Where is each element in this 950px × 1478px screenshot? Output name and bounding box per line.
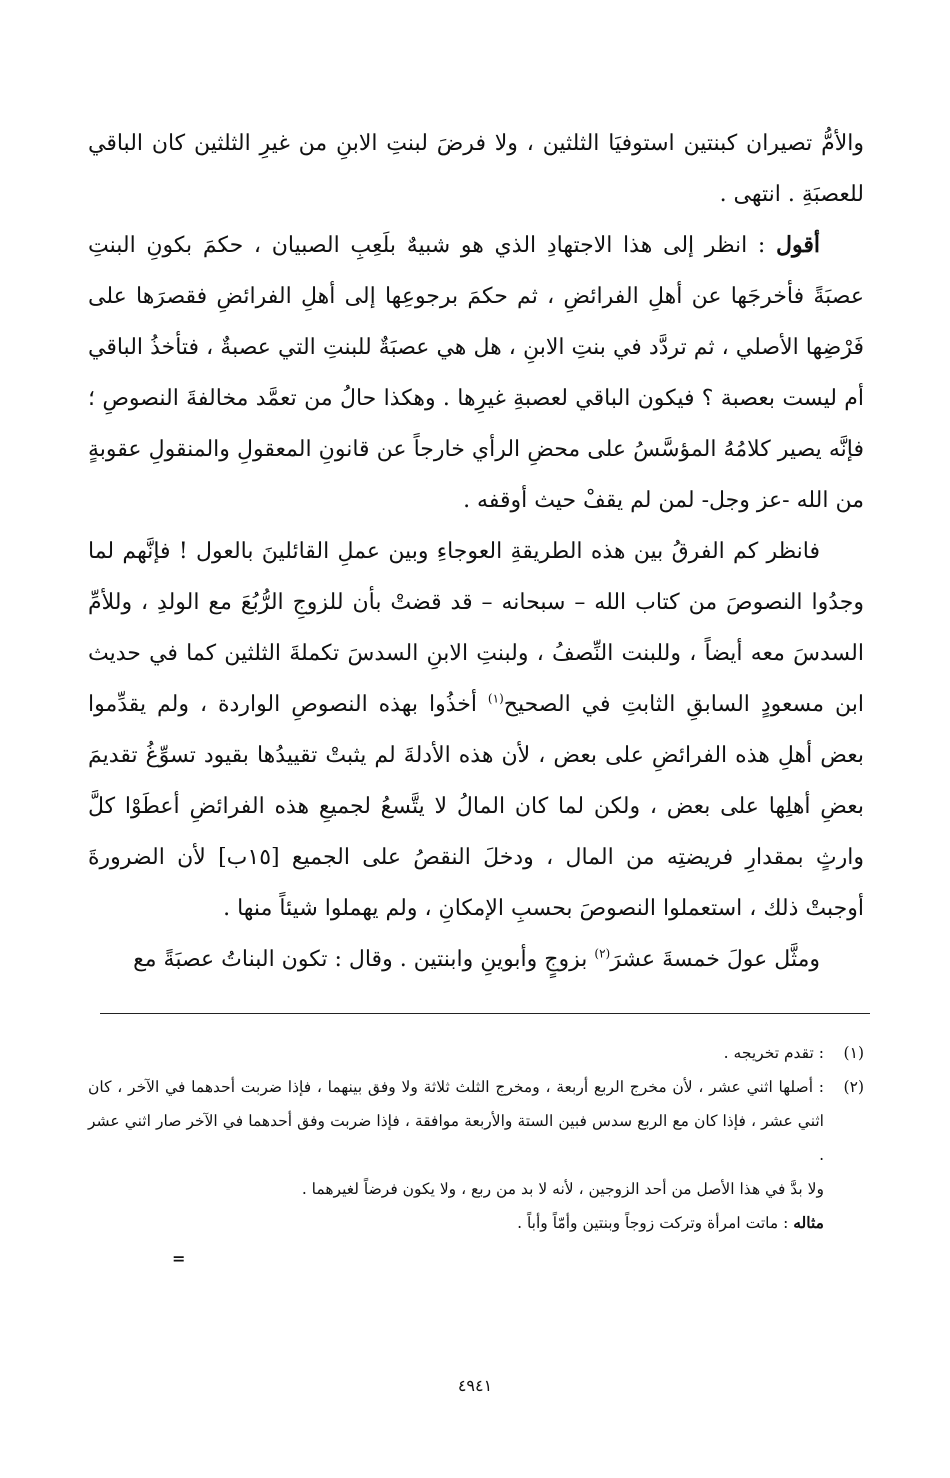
continuation-mark: = <box>172 1249 186 1268</box>
footnote-separator <box>100 1013 870 1014</box>
paragraph-3 <box>88 526 864 934</box>
footnote-2-line-2 <box>88 1172 864 1206</box>
footnotes <box>88 1036 864 1240</box>
footnote-2-example-text: : ماتت امرأة وتركت زوجاً وبنتين وأمّاً وأباً . <box>517 1214 789 1232</box>
paragraph-3-text-a: فانظر كم الفرقُ بين هذه الطريقةِ العوجاءِ وبين عملِ القائلينَ بالعول ! فإنَّهم لما وجدُوا النصوصَ من كتاب الله – سبحانه – قد قضتْ بأن للزوجِ الرُّبُعَ مع الولدِ ، وللأمِّ السدسَ معه أيضاً ، وللبنت النِّصفُ ، ولبنتِ الابنِ السدسَ تكملةَ الثلثين كما في حديث ابن مسعودٍ السابقِ الثابتِ في الصحيح <box>88 539 864 717</box>
footnote-2 <box>88 1070 864 1172</box>
footnote-ref-1[interactable]: (١) <box>487 691 504 706</box>
page-number: ٤٩٤١ <box>457 1376 493 1395</box>
footnote-2-example <box>88 1206 864 1240</box>
footnote-1-text: : تقدم تخريجه . <box>723 1044 824 1062</box>
footnote-1 <box>88 1036 864 1070</box>
paragraph-4-text-a: ومثَّل عولَ خمسةَ عشرَ <box>610 947 820 972</box>
paragraph-2-lead: أقول <box>776 232 820 258</box>
paragraph-2 <box>88 220 864 526</box>
footnote-2-example-lead: مثاله <box>793 1213 824 1232</box>
paragraph-4-text-b: بزوجٍ وأبوينِ وابنتين . وقال : تكون البناتُ عصبَةً مع <box>133 947 588 972</box>
paragraph-1 <box>88 118 864 220</box>
footnote-2-line-2-text: ولا بدَّ في هذا الأصل من أحد الزوجين ، لأنه لا بد من ربع ، ولا يكون فرضاً لغيرهما . <box>301 1180 824 1198</box>
footnote-2-text: : أصلها اثني عشر ، لأن مخرج الربع أربعة ، ومخرج الثلث ثلاثة ولا وفق بينهما ، فإذا ضربت أحدهما في الآخر ، كان اثني عشر ، فإذا كان مع الربع سدس فبين الستة والأربعة موافقة ، فإذا ضربت وفق أحدهما في الآخر صار اثني عشر . <box>88 1078 824 1164</box>
main-text <box>88 118 864 985</box>
footnote-1-number: (١) <box>843 1044 864 1062</box>
footnote-2-number: (٢) <box>843 1078 864 1096</box>
paragraph-4 <box>88 934 864 985</box>
paragraph-1-text: والأمُّ تصيران كبنتين استوفيَا الثلثين ، ولا فرضَ لبنتِ الابنِ من غيرِ الثلثين كان الباقي للعصبَةِ . انتهى . <box>88 131 864 207</box>
footnote-ref-2[interactable]: (٢) <box>594 946 611 961</box>
paragraph-3-text-b: أخذُوا بهذه النصوصِ الواردة ، ولم يقدِّموا بعض أهلِ هذه الفرائضِ على بعض ، لأن هذه الأدلةَ لم يثبتْ تقييدُها بقيود تسوِّغُ تقديمَ بعضِ أهلِها على بعض ، ولكن لما كان المالُ لا يتَّسعُ لجميعِ هذه الفرائضِ أعطَوْا كلَّ وارثٍ بمقدارِ فريضتِه من المال ، ودخلَ النقصُ على الجميع [١٥ب] لأن الضرورةَ أوجبتْ ذلك ، استعملوا النصوصَ بحسبِ الإمكانِ ، ولم يهملوا شيئاً منها . <box>88 692 865 921</box>
paragraph-2-text: : انظر إلى هذا الاجتهادِ الذي هو شبيهٌ بلَعِبِ الصبيان ، حكمَ بكونِ البنتِ عصبَةً فأخرجَها عن أهلِ الفرائضِ ، ثم حكمَ برجوعِها إلى أهلِ الفرائضِ فقصرَها على فَرْضِها الأصلي ، ثم تردَّد في بنتِ الابنِ ، هل هي عصبَةٌ للبنتِ التي عصبةٌ ، فتأخذُ الباقي أم ليست بعصبة ؟ فيكون الباقي لعصبةِ غيرِها . وهكذا حالُ من تعمَّد مخالفةَ النصوصِ ؛ فإنَّه يصير كلامُهُ المؤسَّسُ على محضِ الرأي خارجاً عن قانونِ المعقولِ والمنقولِ عقوبةٍ من الله -عز وجل- لمن لم يقفْ حيث أوقفه . <box>88 233 864 513</box>
